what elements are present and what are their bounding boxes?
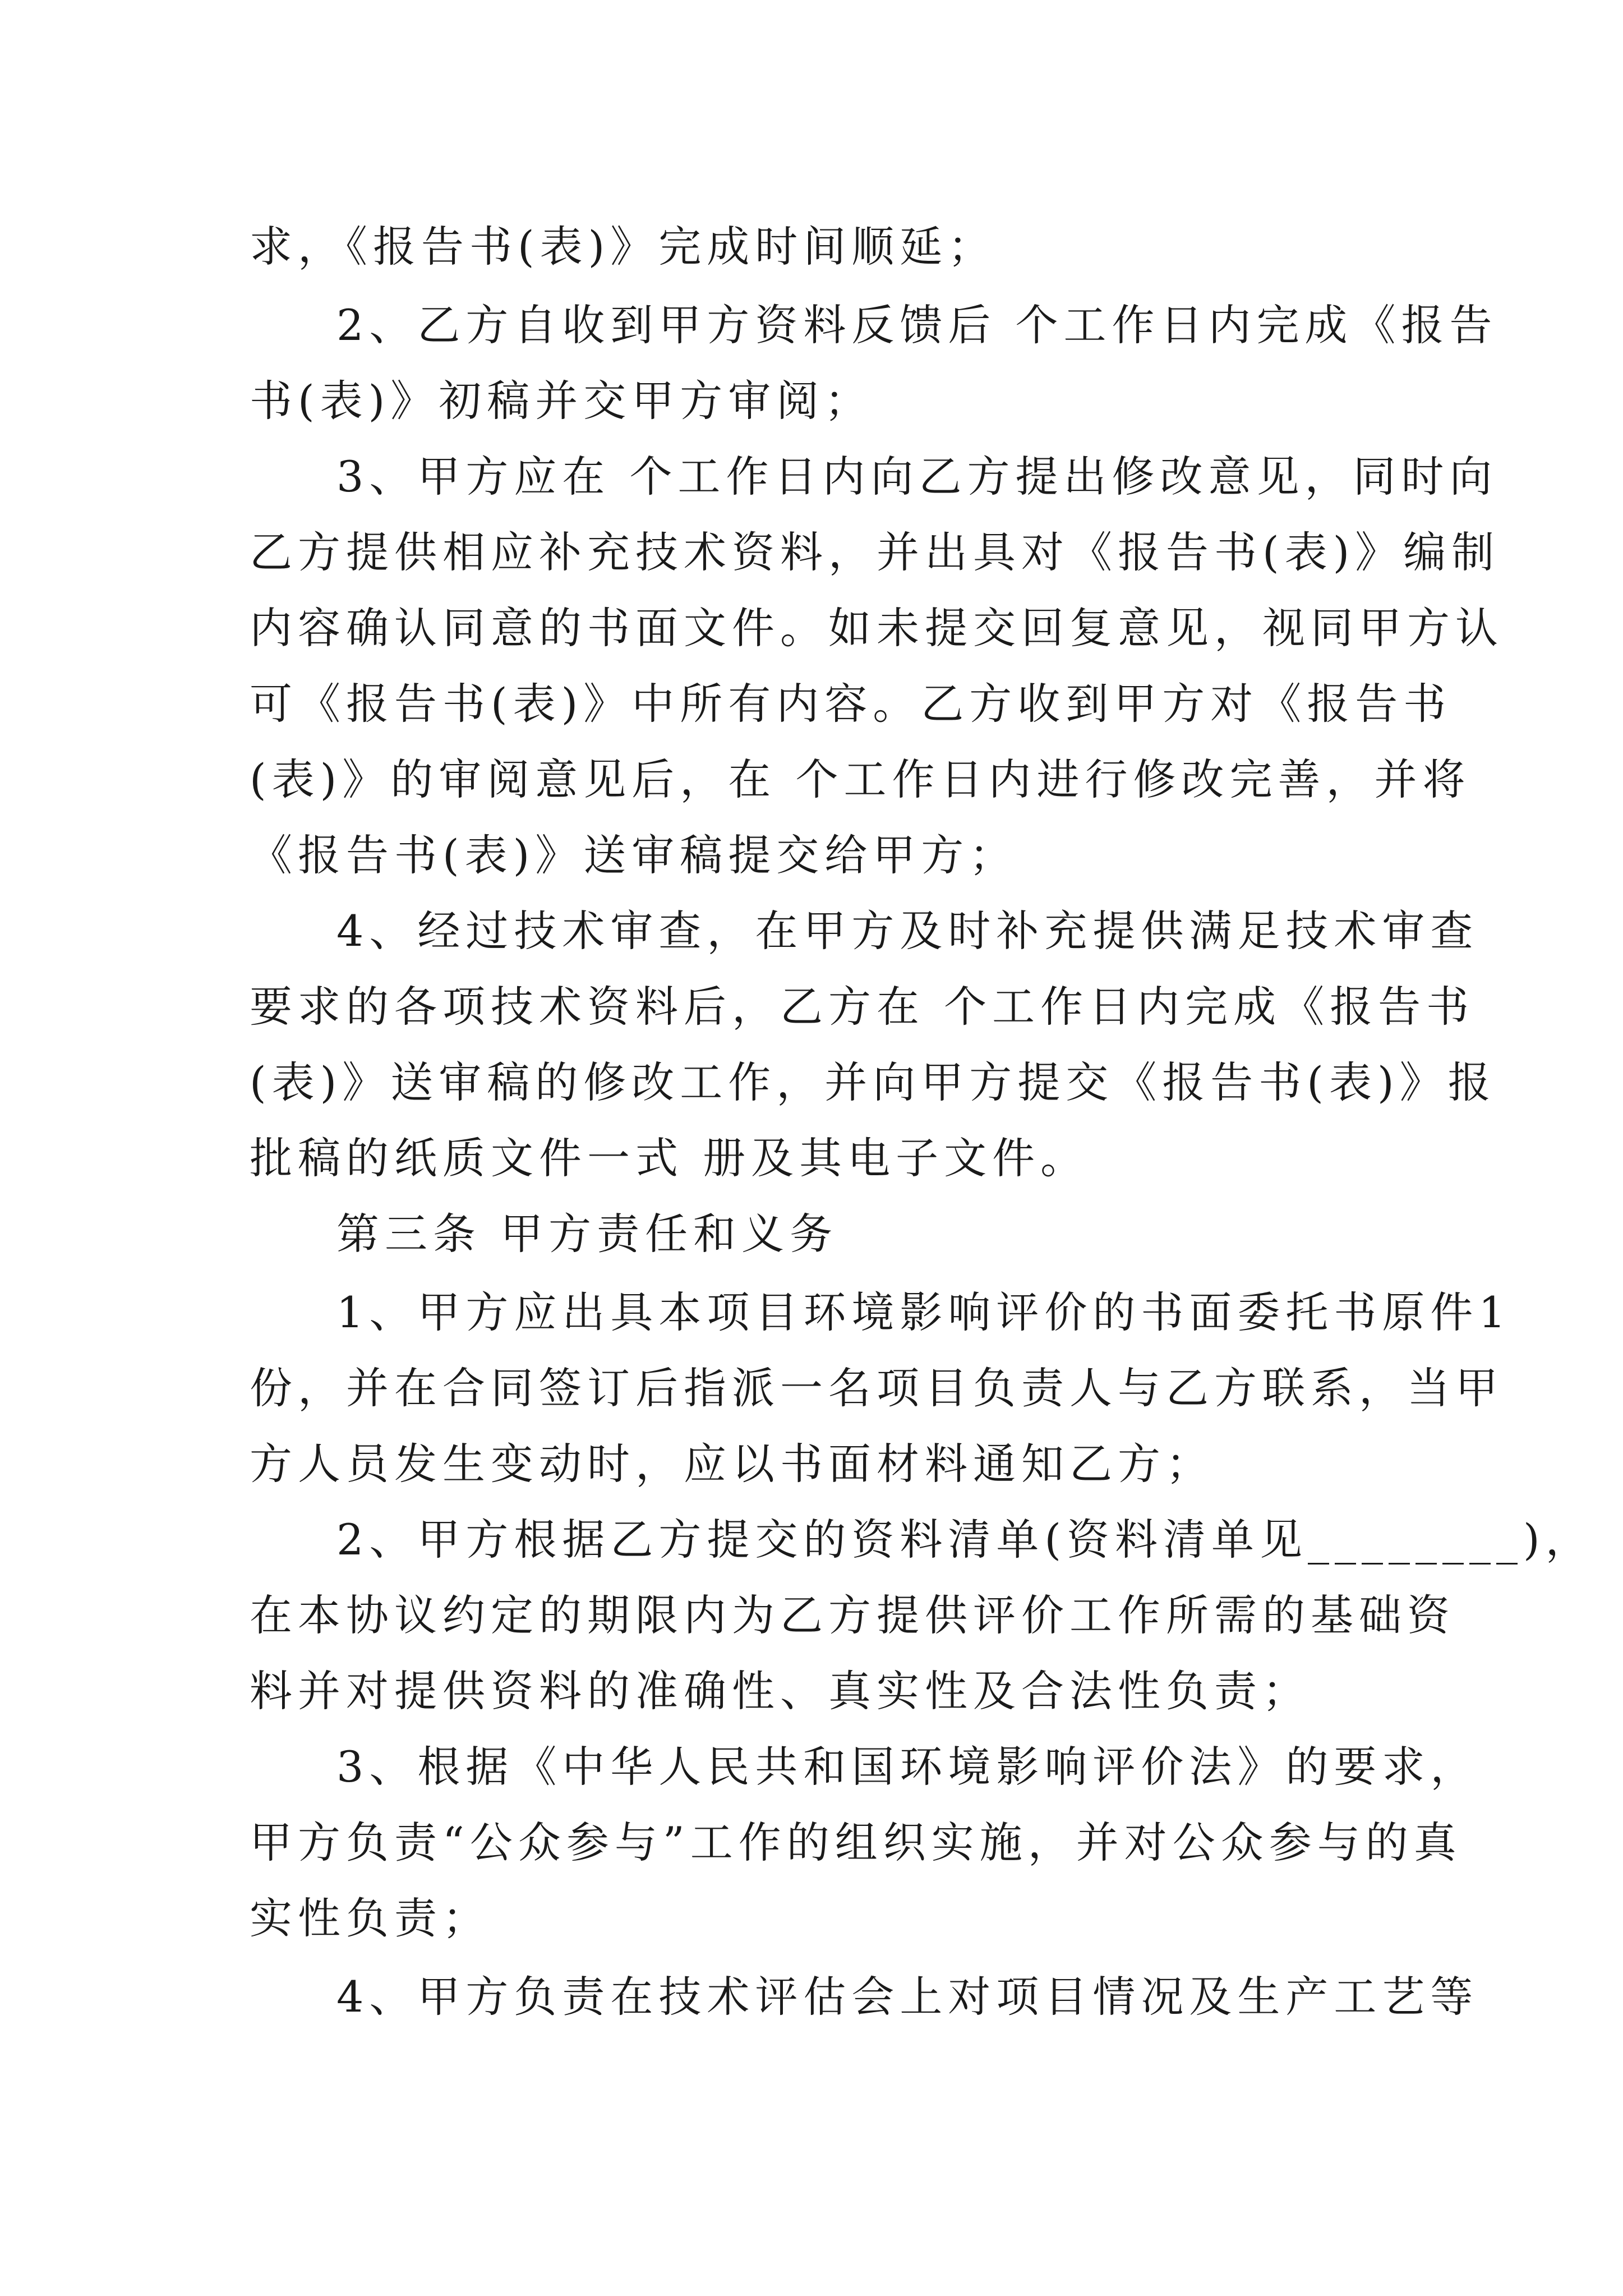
text-line: 实性负责；: [250, 1893, 491, 1943]
text-line: 甲方负责“公众参与”工作的组织实施，并对公众参与的真: [250, 1818, 1462, 1867]
text-line: 乙方提供相应补充技术资料，并出具对《报告书(表)》编制: [250, 527, 1500, 577]
text-line: 内容确认同意的书面文件。如未提交回复意见，视同甲方认: [250, 603, 1504, 653]
text-line: 可《报告书(表)》中所有内容。乙方收到甲方对《报告书: [250, 679, 1452, 729]
text-line: 2、乙方自收到甲方资料反馈后 个工作日内完成《报告: [336, 300, 1498, 350]
text-line: 方人员发生变动时，应以书面材料通知乙方；: [250, 1439, 1214, 1489]
text-line: 料并对提供资料的准确性、真实性及合法性负责；: [250, 1666, 1311, 1716]
text-line: 要求的各项技术资料后，乙方在 个工作日内完成《报告书: [250, 982, 1475, 1032]
text-line: 在本协议约定的期限内为乙方提供评价工作所需的基础资: [250, 1590, 1455, 1640]
text-line: 1、甲方应出具本项目环境影响评价的书面委托书原件1: [336, 1287, 1511, 1337]
text-line: (表)》送审稿的修改工作，并向甲方提交《报告书(表)》报: [250, 1057, 1496, 1107]
text-line: 批稿的纸质文件一式 册及其电子文件。: [250, 1133, 1089, 1183]
text-line: 求，《报告书(表)》完成时间顺延；: [250, 222, 997, 272]
section-heading: 第三条 甲方责任和义务: [336, 1209, 838, 1259]
text-line: 4、经过技术审查，在甲方及时补充提供满足技术审查: [336, 906, 1479, 956]
text-line: (表)》的审阅意见后，在 个工作日内进行修改完善，并将: [250, 754, 1471, 804]
text-line: 2、甲方根据乙方提交的资料清单(资料清单见________)，: [336, 1515, 1594, 1565]
text-line: 3、甲方应在 个工作日内向乙方提出修改意见，同时向: [336, 452, 1498, 501]
text-line: 《报告书(表)》送审稿提交给甲方；: [250, 830, 1018, 880]
text-line: 3、根据《中华人民共和国环境影响评价法》的要求，: [336, 1742, 1479, 1792]
text-line: 4、甲方负责在技术评估会上对项目情况及生产工艺等: [336, 1972, 1479, 2022]
text-line: 书(表)》初稿并交甲方审阅；: [250, 376, 873, 426]
text-line: 份，并在合同签订后指派一名项目负责人与乙方联系，当甲: [250, 1363, 1504, 1413]
